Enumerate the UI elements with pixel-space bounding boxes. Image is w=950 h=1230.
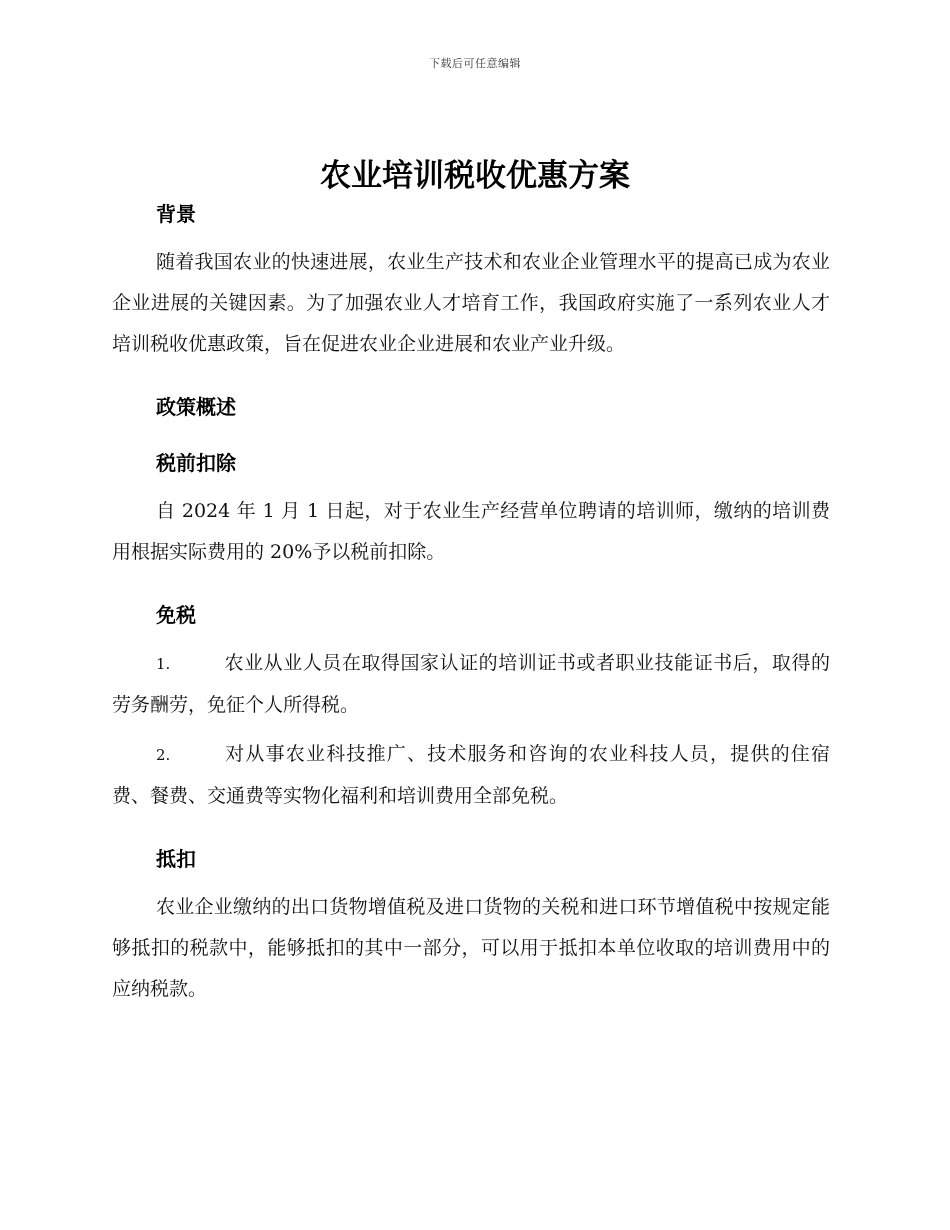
section-heading-tax-exemption: 免税 — [156, 603, 196, 627]
pretax-paragraph: 自 2024 年 1 月 1 日起，对于农业生产经营单位聘请的培训师，缴纳的培训费用根据实际费用的 20%予以税前扣除。 — [112, 500, 830, 563]
section-heading-offset: 抵扣 — [156, 847, 196, 871]
section-heading-background: 背景 — [156, 202, 196, 226]
section-heading-pretax-deduction: 税前扣除 — [156, 451, 236, 475]
page-header: 下载后可任意编辑 — [429, 57, 521, 70]
document-title: 农业培训税收优惠方案 — [320, 158, 630, 194]
list-item-text: 对从事农业科技推广、技术服务和咨询的农业科技人员，提供的住宿费、餐费、交通费等实物化福利和培训费用全部免税。 — [112, 743, 830, 807]
document-body — [112, 200, 830, 1010]
list-number: 1. — [156, 655, 171, 673]
offset-paragraph: 农业企业缴纳的出口货物增值税及进口货物的关税和进口环节增值税中按规定能够抵扣的税款中，能够抵扣的其中一部分，可以用于抵扣本单位收取的培训费用中的应纳税款。 — [112, 896, 830, 1000]
list-item-text: 农业从业人员在取得国家认证的培训证书或者职业技能证书后，取得的劳务酬劳，免征个人所得税。 — [112, 652, 830, 716]
list-item — [112, 734, 830, 817]
list-item — [112, 643, 830, 726]
section-heading-policy-overview: 政策概述 — [156, 395, 236, 419]
background-paragraph: 随着我国农业的快速进展，农业生产技术和农业企业管理水平的提高已成为农业企业进展的关键因素。为了加强农业人才培育工作，我国政府实施了一系列农业人才培训税收优惠政策，旨在促进农业企业进展和农业产业升级。 — [112, 251, 830, 355]
list-number: 2. — [156, 746, 171, 764]
